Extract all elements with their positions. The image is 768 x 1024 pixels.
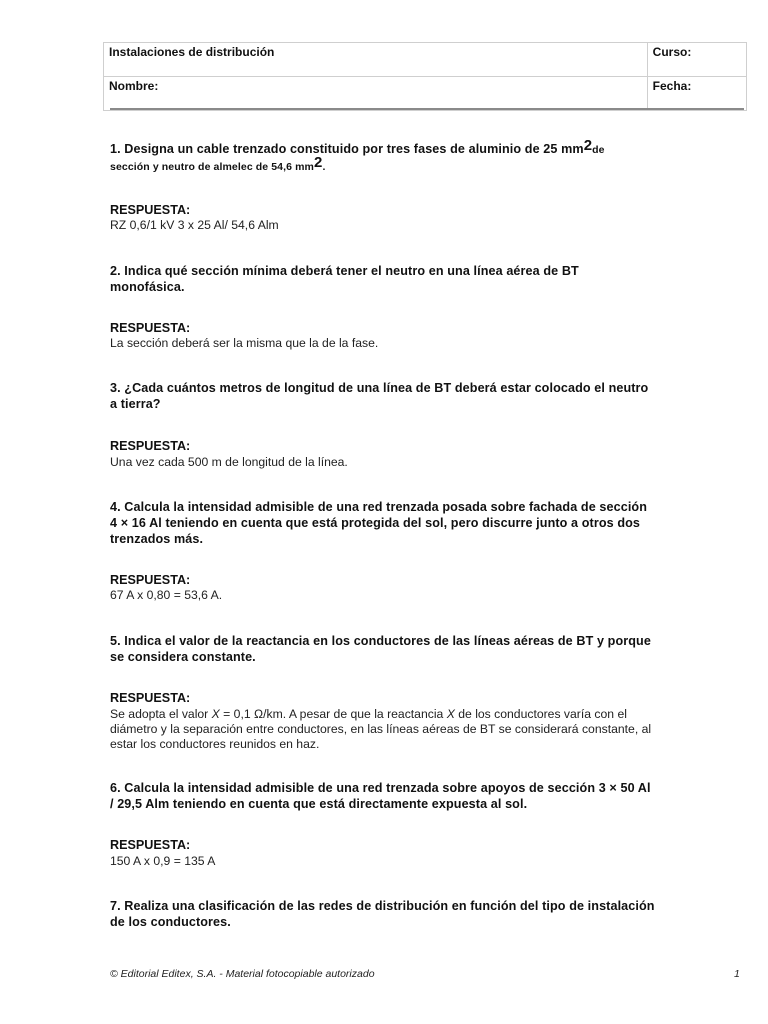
response-label: RESPUESTA: [110,573,191,587]
answer-1: RZ 0,6/1 kV 3 x 25 Al/ 54,6 Alm [110,218,279,232]
question-6: 6. Calcula la intensidad admisible de una red trenzada sobre apoyos de sección 3 × 50 Al / 29,5 Alm teniendo en cuenta que está directamente expuesta al sol. [110,781,651,811]
question-1-line2-end: . [322,161,326,173]
question-4: 4. Calcula la intensidad admisible de una red trenzada posada sobre fachada de sección 4 × 16 Al teniendo en cuenta que está protegida del sol, pero discurre junto a otros dos trenzados más. [110,500,648,546]
answer-4: 67 A x 0,80 = 53,6 A. [110,588,223,602]
question-1-line2: sección y neutro de almelec de 54,6 mm [110,161,314,173]
response-label: RESPUESTA: [110,439,191,453]
response-label: RESPUESTA: [110,203,191,217]
response-label: RESPUESTA: [110,691,191,705]
name-label: Nombre: [104,77,648,111]
response-label: RESPUESTA: [110,838,191,852]
page-number: 1 [734,968,740,980]
question-1 [110,137,655,175]
superscript: 2 [313,154,323,171]
header-divider [110,108,744,110]
question-3: 3. ¿Cada cuántos metros de longitud de una línea de BT deberá estar colocado el neutro a tierra? [110,381,649,411]
question-7: 7. Realiza una clasificación de las redes de distribución en función del tipo de instalación de los conductores. [110,899,655,929]
answer-2: La sección deberá ser la misma que la de la fase. [110,336,379,350]
question-1-text: 1. Designa un cable trenzado constituido por tres fases de aluminio de 25 mm [110,142,584,156]
question-1-text-cont: de [592,144,605,156]
answer-5-part: = 0,1 Ω/km. A pesar de que la reactancia [219,707,447,721]
response-label: RESPUESTA: [110,321,191,335]
superscript: 2 [583,137,593,154]
header-table [103,42,747,111]
answer-5 [110,707,655,752]
subject-title: Instalaciones de distribución [104,43,648,77]
course-label: Curso: [647,43,746,77]
answer-6: 150 A x 0,9 = 135 A [110,854,216,868]
answer-5-part: Se adopta el valor [110,707,212,721]
footer-copyright: © Editorial Editex, S.A. - Material fotocopiable autorizado [110,968,375,980]
date-label: Fecha: [647,77,746,111]
variable-x: X [211,707,220,721]
variable-x: X [446,707,455,721]
answer-3: Una vez cada 500 m de longitud de la línea. [110,455,348,469]
question-2: 2. Indica qué sección mínima deberá tener el neutro en una línea aérea de BT monofásica. [110,264,579,294]
question-5: 5. Indica el valor de la reactancia en los conductores de las líneas aéreas de BT y porque se considera constante. [110,634,651,664]
answer-5-part: de los conductores varía con el diámetro y la separación entre conductores, en las líneas aéreas de BT se considerará constante, al estar los conductores reunidos en haz. [110,707,652,751]
